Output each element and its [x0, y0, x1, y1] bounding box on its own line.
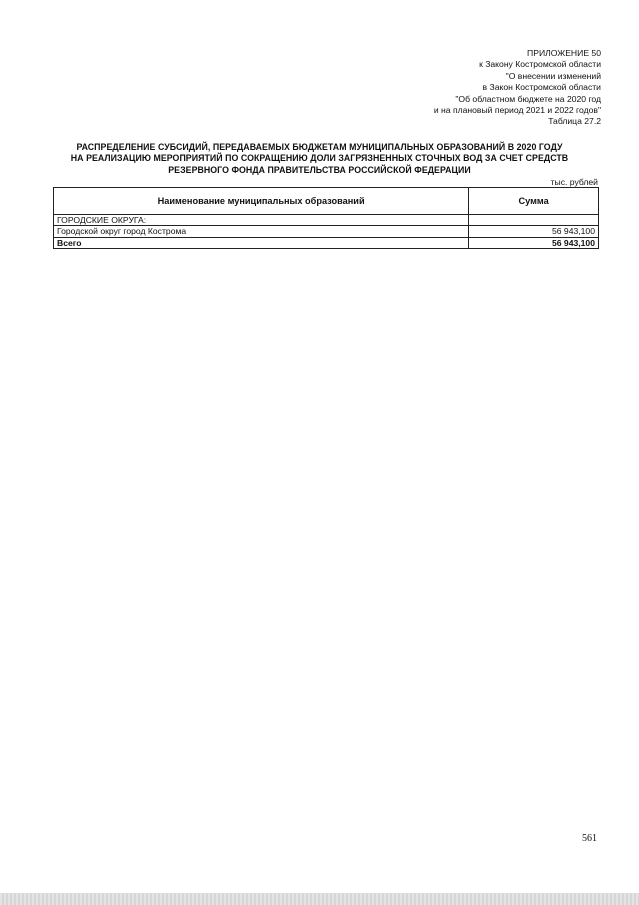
row-value	[469, 215, 599, 226]
table-number: Таблица 27.2	[548, 116, 601, 127]
total-value: 56 943,100	[469, 237, 599, 248]
appendix-header	[434, 48, 601, 128]
title-line: РАСПРЕДЕЛЕНИЕ СУБСИДИЙ, ПЕРЕДАВАЕМЫХ БЮДЖЕТАМ МУНИЦИПАЛЬНЫХ ОБРАЗОВАНИЙ В 2020 ГОДУ	[76, 142, 563, 152]
header-line: ПРИЛОЖЕНИЕ 50	[527, 48, 601, 58]
document-title	[40, 142, 599, 176]
column-header-name: Наименование муниципальных образований	[54, 188, 469, 215]
table-row	[54, 215, 599, 226]
subsidy-table	[53, 187, 599, 249]
page-number: 561	[582, 833, 597, 844]
title-line: РЕЗЕРВНОГО ФОНДА ПРАВИТЕЛЬСТВА РОССИЙСКОЙ ФЕДЕРАЦИИ	[168, 164, 471, 175]
table-header-row	[54, 188, 599, 215]
header-line: и на плановый период 2021 и 2022 годов"	[433, 105, 601, 116]
column-header-sum: Сумма	[469, 188, 599, 215]
table-row	[54, 226, 599, 237]
unit-label: тыс. рублей	[550, 177, 598, 187]
scan-bottom-edge	[0, 893, 639, 905]
total-row	[54, 237, 599, 248]
header-line: "О внесении изменений	[505, 70, 601, 81]
header-line: к Закону Костромской области	[479, 59, 601, 70]
row-name: ГОРОДСКИЕ ОКРУГА:	[54, 215, 469, 226]
header-line: "Об областном бюджете на 2020 год	[455, 93, 601, 104]
title-line: НА РЕАЛИЗАЦИЮ МЕРОПРИЯТИЙ ПО СОКРАЩЕНИЮ ДОЛИ ЗАГРЯЗНЕННЫХ СТОЧНЫХ ВОД ЗА СЧЕТ СРЕДСТВ	[70, 153, 569, 164]
total-label: Всего	[54, 237, 469, 248]
row-name: Городской округ город Кострома	[54, 226, 469, 237]
header-line: в Закон Костромской области	[482, 82, 601, 93]
row-value: 56 943,100	[469, 226, 599, 237]
